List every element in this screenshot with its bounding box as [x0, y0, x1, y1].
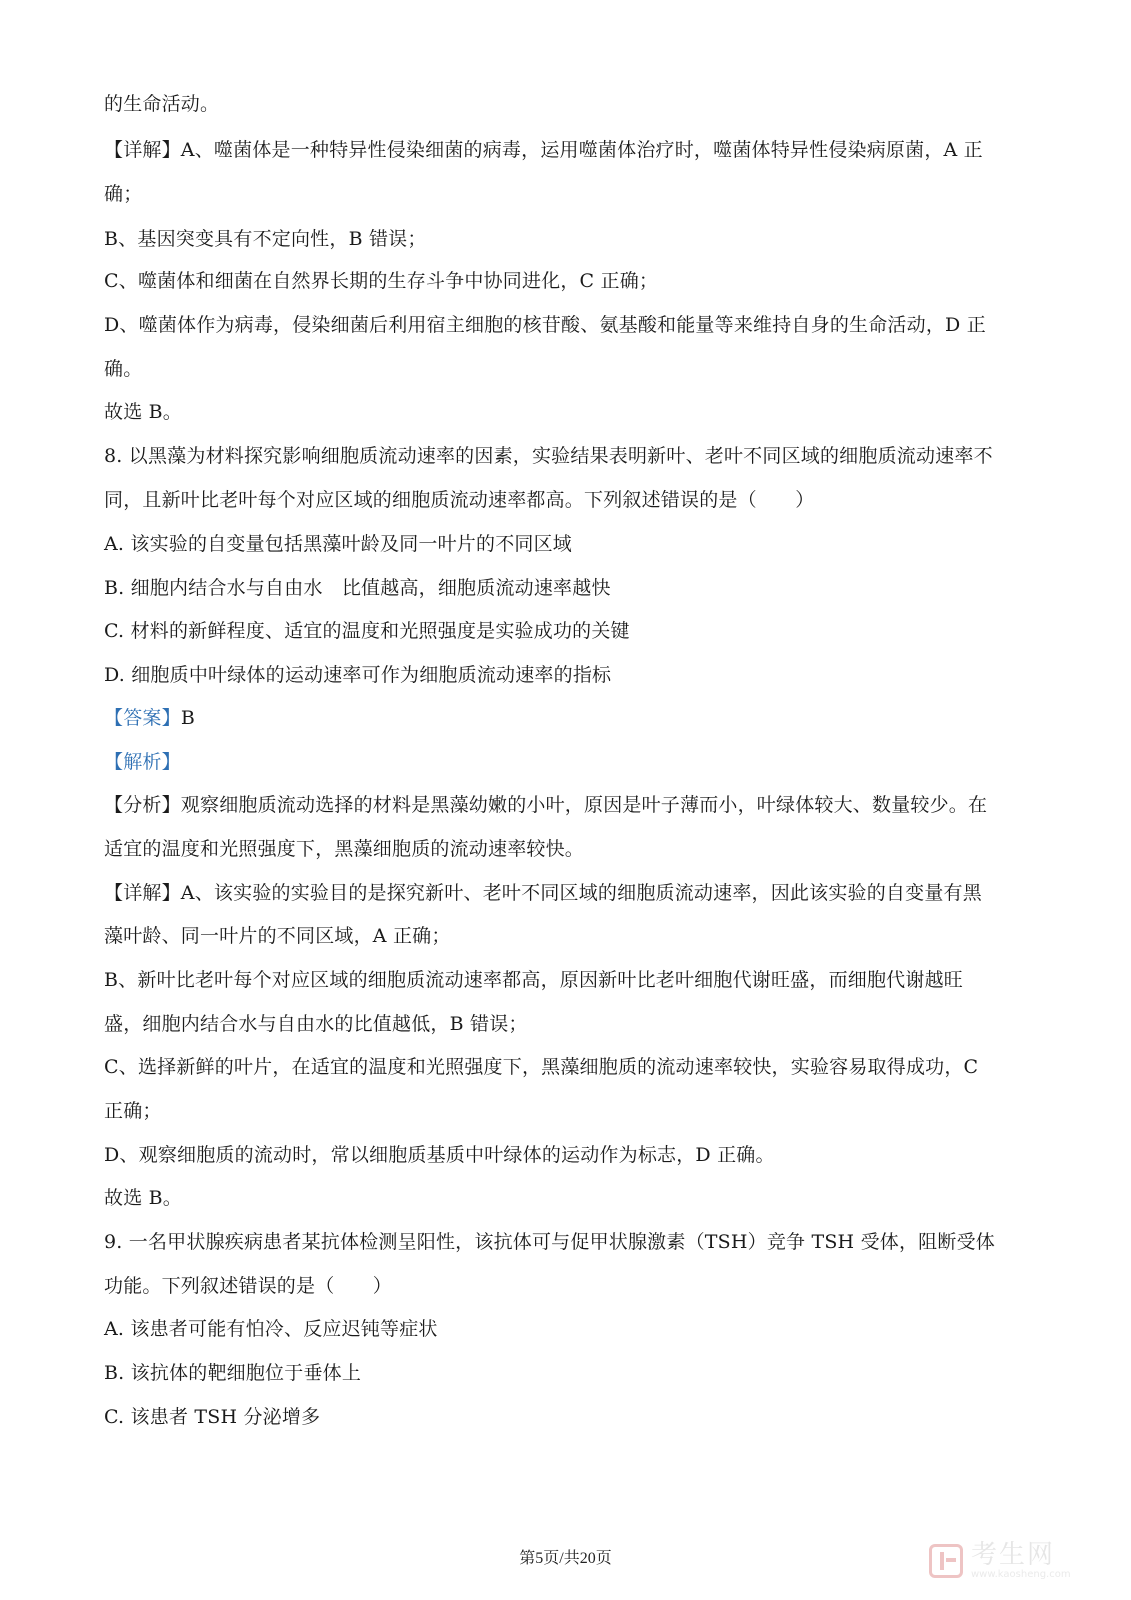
option-c: C. 材料的新鲜程度、适宜的温度和光照强度是实验成功的关键: [104, 620, 630, 642]
text-line: 适宜的温度和光照强度下，黑藻细胞质的流动速率较快。: [104, 838, 585, 860]
question-8-stem-cont: 同，且新叶比老叶每个对应区域的细胞质流动速率都高。下列叙述错误的是（ ）: [104, 489, 815, 511]
answer-label: 【答案】: [104, 707, 181, 729]
text-line: C、噬菌体和细菌在自然界长期的生存斗争中协同进化，C 正确；: [104, 270, 659, 292]
watermark-text: [971, 1542, 1071, 1580]
text-line: C、选择新鲜的叶片，在适宜的温度和光照强度下，黑藻细胞质的流动速率较快，实验容易取得成功，C: [104, 1056, 979, 1078]
watermark-sub: www.kaosheng.com: [971, 1569, 1071, 1580]
option-c: C. 该患者 TSH 分泌增多: [104, 1406, 321, 1428]
watermark-main: 考生网: [971, 1540, 1056, 1570]
text-line: 盛，细胞内结合水与自由水的比值越低，B 错误；: [104, 1013, 528, 1035]
text-line: 故选 B。: [104, 1187, 183, 1209]
question-9-stem: 9. 一名甲状腺疾病患者某抗体检测呈阳性，该抗体可与促甲状腺激素（TSH）竞争 TSH 受体，阻断受体: [104, 1231, 995, 1253]
text-line: 藻叶龄、同一叶片的不同区域，A 正确；: [104, 925, 451, 947]
answer-line: [104, 704, 1027, 732]
logo-icon: [929, 1544, 963, 1578]
text-line: 的生命活动。: [104, 93, 220, 115]
text-line: 确。: [104, 358, 143, 380]
watermark-logo: [929, 1538, 1099, 1584]
question-9-stem-cont: 功能。下列叙述错误的是（ ）: [104, 1275, 393, 1297]
text-line: 【详解】A、该实验的实验目的是探究新叶、老叶不同区域的细胞质流动速率，因此该实验的自变量有黑: [104, 882, 982, 904]
page-number: 第5页/共20页: [519, 1550, 612, 1567]
option-d: D. 细胞质中叶绿体的运动速率可作为细胞质流动速率的指标: [104, 664, 612, 686]
option-a: A. 该实验的自变量包括黑藻叶龄及同一叶片的不同区域: [104, 533, 573, 555]
text-line: 确；: [104, 183, 143, 205]
option-b: B. 细胞内结合水与自由水 比值越高，细胞质流动速率越快: [104, 577, 611, 599]
text-line: 故选 B。: [104, 401, 183, 423]
text-line: D、观察细胞质的流动时，常以细胞质基质中叶绿体的运动作为标志，D 正确。: [104, 1144, 775, 1166]
answer-value: B: [180, 707, 195, 729]
text-line: B、基因突变具有不定向性，B 错误；: [104, 228, 427, 250]
text-line: D、噬菌体作为病毒，侵染细菌后利用宿主细胞的核苷酸、氨基酸和能量等来维持自身的生命活动，D 正: [104, 314, 986, 336]
question-8-stem: 8. 以黑藻为材料探究影响细胞质流动速率的因素，实验结果表明新叶、老叶不同区域的细胞质流动速率不: [104, 445, 993, 467]
option-a: A. 该患者可能有怕冷、反应迟钝等症状: [104, 1318, 438, 1340]
text-line: 正确；: [104, 1100, 162, 1122]
text-line: 【分析】观察细胞质流动选择的材料是黑藻幼嫩的小叶，原因是叶子薄而小，叶绿体较大、数量较少。在: [104, 794, 988, 816]
analysis-label: 【解析】: [104, 751, 181, 773]
text-line: B、新叶比老叶每个对应区域的细胞质流动速率都高，原因新叶比老叶细胞代谢旺盛，而细胞代谢越旺: [104, 969, 963, 991]
text-line: 【详解】A、噬菌体是一种特异性侵染细菌的病毒，运用噬菌体治疗时，噬菌体特异性侵染病原菌，A 正: [104, 139, 983, 161]
option-b: B. 该抗体的靶细胞位于垂体上: [104, 1362, 362, 1384]
